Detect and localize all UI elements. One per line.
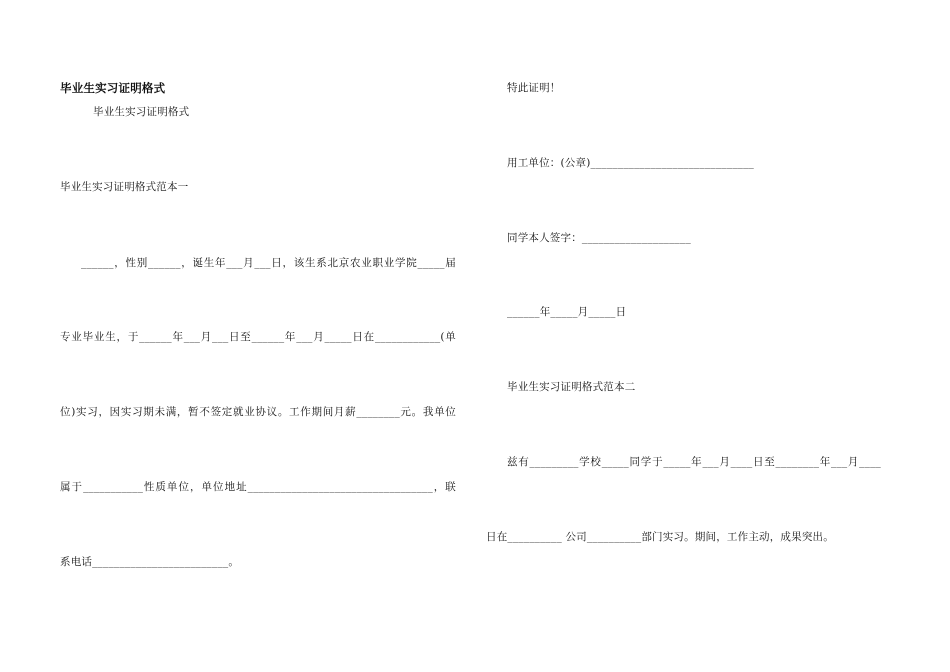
sample2-line-2: 日在__________ 公司__________部门实习。期间，工作主动，成果突出。 bbox=[486, 531, 834, 543]
certify-text: 特此证明！ bbox=[507, 82, 561, 94]
sample1-line-3: 位)实习，因实习期未满，暂不签定就业协议。工作期间月薪________元。我单位 bbox=[60, 406, 456, 418]
document-heading: 毕业生实习证明格式 bbox=[60, 81, 166, 95]
sample1-line-4: 属于___________性质单位，单位地址__________________________________，联 bbox=[60, 481, 456, 493]
sample1-line-1: ______，性别______，诞生年___月___日，该生系北京农业职业学院_____届 bbox=[81, 257, 456, 269]
document-subheading: 毕业生实习证明格式 bbox=[93, 106, 190, 118]
sample1-line-5: 系电话_________________________。 bbox=[60, 556, 240, 568]
sample1-line-2: 专业毕业生，于______年___月___日至______年___月_____日在____________(单 bbox=[60, 331, 456, 343]
employer-seal-line: 用工单位：(公章)______________________________ bbox=[507, 157, 754, 169]
date-line: ______年_____月_____日 bbox=[507, 306, 627, 318]
sample2-title: 毕业生实习证明格式范本二 bbox=[507, 381, 636, 393]
sample2-line-1: 兹有_________学校_____同学于_____年___月____日至________年___月____ bbox=[507, 456, 881, 468]
signature-line: 同学本人签字：____________________ bbox=[507, 232, 691, 244]
sample1-title: 毕业生实习证明格式范本一 bbox=[60, 181, 189, 193]
